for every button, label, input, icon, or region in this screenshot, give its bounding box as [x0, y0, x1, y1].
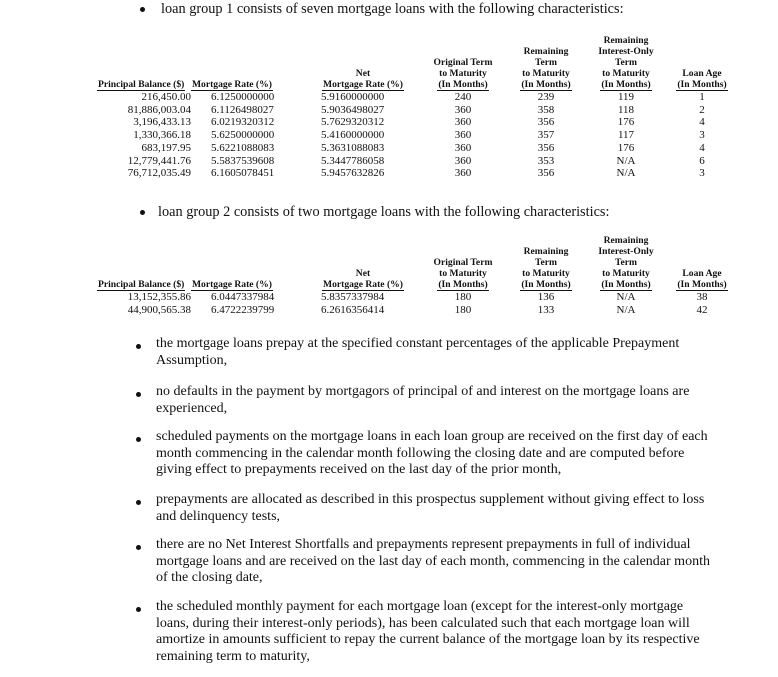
orig-term-cell: 180: [454, 303, 472, 316]
io-term-cell: 176: [617, 116, 635, 129]
bullet-dot: [136, 437, 141, 442]
table-row: [97, 91, 737, 104]
orig-term-cell: 360: [454, 154, 472, 167]
header-remaining-term: Remaining Term to Maturity (In Months): [521, 46, 571, 90]
orig-term-cell: 360: [454, 129, 472, 142]
rate-cell: 6.1605078451: [211, 167, 275, 180]
group1-intro: loan group 1 consists of seven mortgage loans with the following characteristics:: [161, 1, 624, 17]
loan-age-cell: 1: [699, 91, 705, 103]
bullet-dot: [136, 500, 141, 505]
bullet-dot: [136, 344, 141, 349]
net-rate-cell: 5.4160000000: [321, 129, 385, 142]
net-rate-cell: 6.2616356414: [321, 303, 385, 316]
net-rate-cell: 5.3631088083: [321, 141, 385, 154]
principal-cell: 683,197.95: [141, 141, 191, 154]
io-term-cell: N/A: [616, 303, 636, 316]
header-principal: Principal Balance ($): [98, 79, 185, 90]
principal-cell: 216,450.00: [141, 91, 191, 103]
loan-age-cell: 42: [696, 303, 708, 316]
table-row: [97, 142, 737, 155]
rate-cell: 5.6250000000: [211, 129, 275, 142]
assumption-no-defaults: no defaults in the payment by mortgagors of principal of and interest on the mortgage loans are experienced,: [156, 384, 690, 416]
table-row: [97, 104, 737, 117]
principal-cell: 1,330,366.18: [133, 129, 191, 142]
bullet-dot: [140, 210, 145, 215]
orig-term-cell: 360: [454, 141, 472, 154]
rate-cell: 5.5837539608: [211, 154, 275, 167]
assumption-prepayments-allocated: prepayments are allocated as described in this prospectus supplement without giving effect to loss and delinquency tests,: [156, 492, 705, 524]
header-rate: Mortgage Rate (%): [192, 279, 272, 290]
rate-cell: 5.6221088083: [211, 141, 275, 154]
header-net-rate: Net Mortgage Rate (%): [323, 68, 403, 90]
net-rate-cell: 5.9036498027: [321, 103, 385, 116]
loan-age-cell: 4: [699, 141, 705, 154]
header-io-term: Remaining Interest-Only Term to Maturity (In Months): [598, 35, 654, 90]
net-rate-cell: 5.8357337984: [321, 291, 385, 303]
header-remaining-term: Remaining Term to Maturity (In Months): [521, 246, 571, 290]
orig-term-cell: 360: [454, 103, 472, 116]
header-principal: Principal Balance ($): [98, 279, 185, 290]
header-original-term: Original Term to Maturity (In Months): [433, 257, 493, 290]
rem-term-cell: 136: [537, 291, 555, 303]
bullet-dot: [136, 545, 141, 550]
table-row: [97, 116, 737, 129]
loan-age-cell: 3: [699, 129, 705, 142]
rem-term-cell: 356: [537, 141, 555, 154]
rem-term-cell: 356: [537, 167, 555, 180]
assumption-prepay: the mortgage loans prepay at the specified constant percentages of the applicable Prepayment Assumption,: [156, 336, 680, 368]
group2-table: [97, 235, 737, 316]
rem-term-cell: 356: [537, 116, 555, 129]
group2-intro: loan group 2 consists of two mortgage loans with the following characteristics:: [158, 204, 610, 220]
group1-table: [97, 35, 737, 180]
rate-cell: 6.1250000000: [211, 91, 275, 103]
rem-term-cell: 239: [537, 91, 555, 103]
rate-cell: 6.1126498027: [211, 103, 274, 116]
io-term-cell: N/A: [616, 154, 636, 167]
io-term-cell: 117: [617, 129, 635, 142]
assumption-net-interest: there are no Net Interest Shortfalls and prepayments represent prepayments in full of individual mortgage loans and are received on the last day of each month, commencing in the calendar month of the closing date,: [156, 537, 710, 585]
table-row: [97, 167, 737, 180]
io-term-cell: N/A: [616, 291, 636, 303]
rate-cell: 6.0219320312: [211, 116, 275, 129]
assumption-scheduled-payments: scheduled payments on the mortgage loans in each loan group are received on the first day of each month commencing in the calendar month following the closing date and are computed before giving effect to prepayments received on the last day of the prior month,: [156, 429, 708, 477]
rem-term-cell: 133: [537, 303, 555, 316]
table-row: [97, 129, 737, 142]
orig-term-cell: 180: [454, 291, 472, 303]
loan-age-cell: 4: [699, 116, 705, 129]
rate-cell: 6.4722239799: [211, 303, 275, 316]
principal-cell: 81,886,003.04: [127, 103, 191, 116]
io-term-cell: 176: [617, 141, 635, 154]
loan-age-cell: 38: [696, 291, 708, 303]
header-loan-age: Loan Age (In Months): [677, 268, 727, 290]
rem-term-cell: 357: [537, 129, 555, 142]
io-term-cell: 118: [617, 103, 635, 116]
orig-term-cell: 360: [454, 116, 472, 129]
principal-cell: 13,152,355.86: [127, 291, 191, 303]
orig-term-cell: 360: [454, 167, 472, 180]
header-original-term: Original Term to Maturity (In Months): [433, 57, 493, 90]
header-loan-age: Loan Age (In Months): [677, 68, 727, 90]
header-io-term: Remaining Interest-Only Term to Maturity (In Months): [598, 235, 654, 290]
bullet-dot: [136, 392, 141, 397]
header-net-rate: Net Mortgage Rate (%): [323, 268, 403, 290]
header-rate: Mortgage Rate (%): [192, 79, 272, 90]
principal-cell: 76,712,035.49: [127, 167, 191, 180]
principal-cell: 12,779,441.76: [127, 154, 191, 167]
net-rate-cell: 5.9160000000: [321, 91, 385, 103]
loan-age-cell: 2: [699, 103, 705, 116]
net-rate-cell: 5.7629320312: [321, 116, 385, 129]
table-row: [97, 304, 737, 317]
net-rate-cell: 5.3447786058: [321, 154, 385, 167]
orig-term-cell: 240: [454, 91, 472, 103]
bullet-dot: [140, 7, 145, 12]
loan-age-cell: 6: [699, 154, 705, 167]
rem-term-cell: 353: [537, 154, 555, 167]
principal-cell: 44,900,565.38: [127, 303, 191, 316]
table-row: [97, 155, 737, 168]
io-term-cell: 119: [617, 91, 635, 103]
rem-term-cell: 358: [537, 103, 555, 116]
bullet-dot: [136, 607, 141, 612]
rate-cell: 6.0447337984: [211, 291, 275, 303]
assumption-scheduled-monthly: the scheduled monthly payment for each mortgage loan (except for the interest-only mortgage loans, during their interest-only periods), has been calculated such that each mortgage loan will amortize in amounts sufficient to repay the current balance of the mortgage loan by its respective remaining term to maturity,: [156, 599, 700, 664]
table-row: [97, 291, 737, 304]
principal-cell: 3,196,433.13: [133, 116, 191, 129]
loan-age-cell: 3: [699, 167, 705, 180]
net-rate-cell: 5.9457632826: [321, 167, 385, 180]
io-term-cell: N/A: [616, 167, 636, 180]
